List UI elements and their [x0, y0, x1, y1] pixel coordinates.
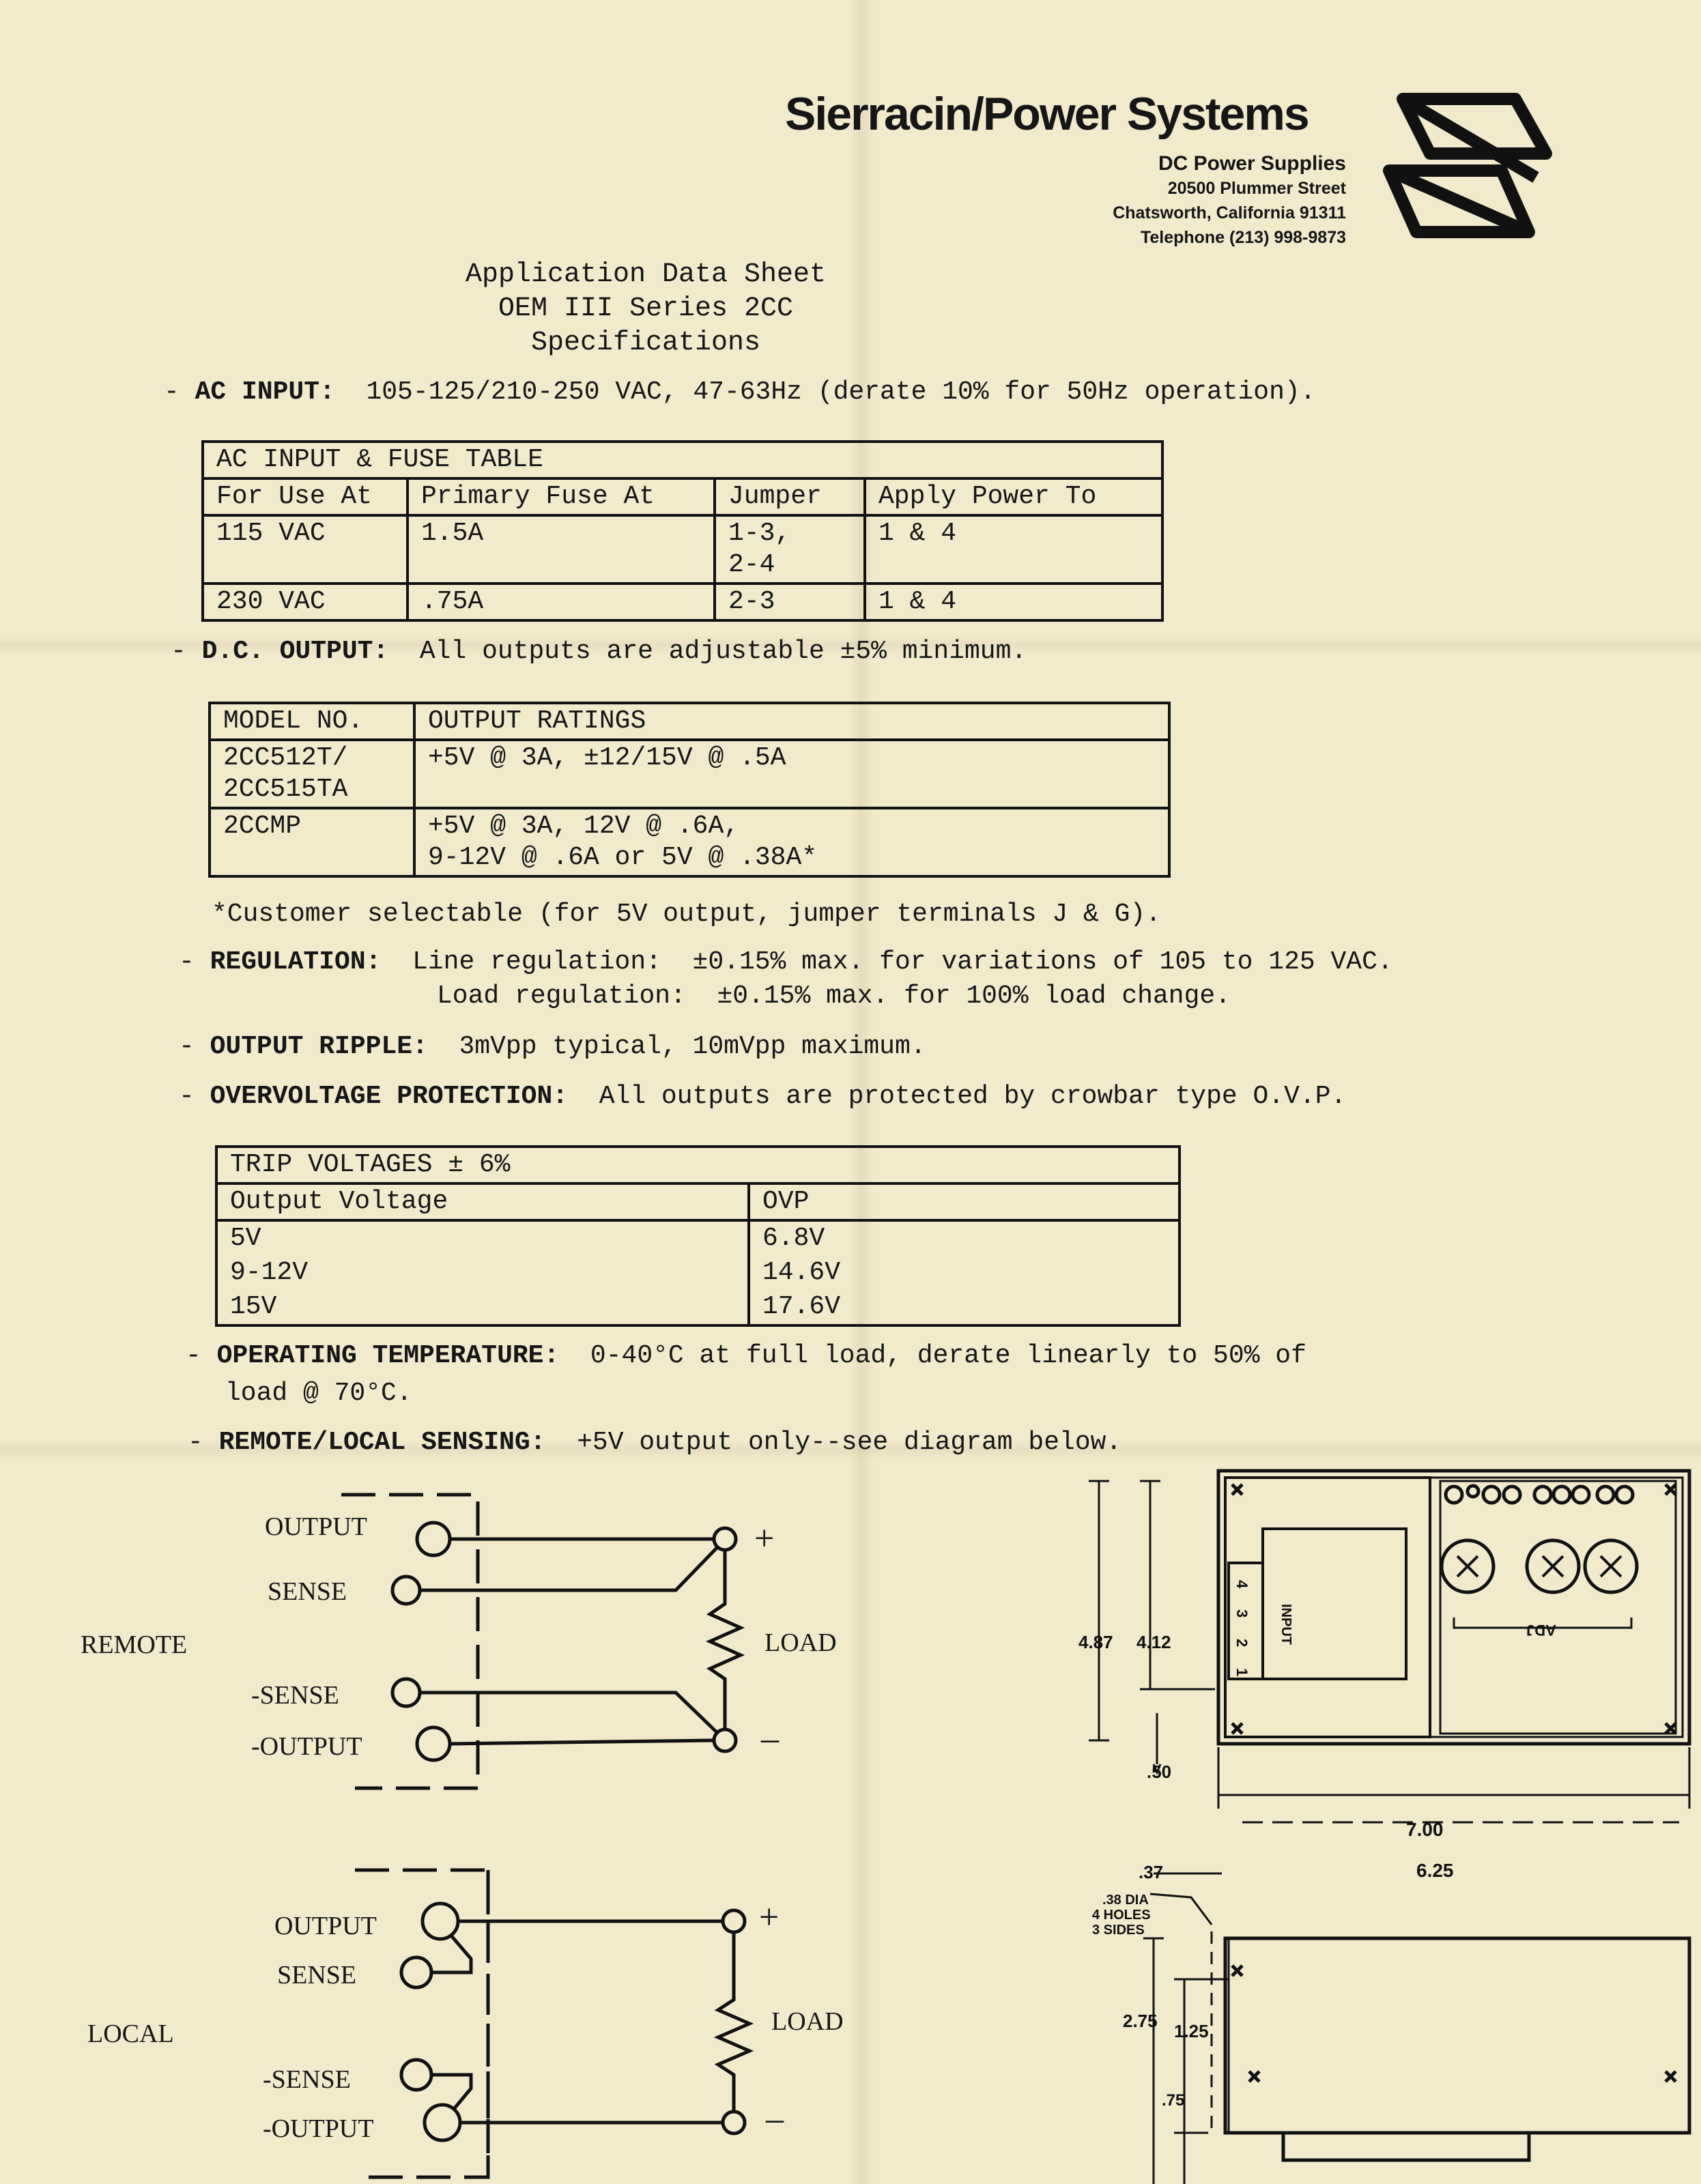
model-header-no: MODEL NO.	[210, 703, 414, 740]
model-cell: 2CCMP	[210, 808, 414, 876]
company-name: Sierracin/Power Systems	[785, 88, 1309, 140]
fuse-header-power: Apply Power To	[865, 478, 1162, 515]
dim-4-12: 4.12	[1137, 1632, 1171, 1652]
temperature-label: OPERATING TEMPERATURE:	[216, 1341, 560, 1370]
trip-header-ovp: OVP	[749, 1183, 1180, 1220]
regulation-label: REGULATION:	[210, 947, 382, 977]
table-row	[210, 808, 1169, 876]
trip-cell: 6.8V	[749, 1220, 1180, 1256]
fuse-header-use: For Use At	[203, 478, 408, 515]
table-row	[216, 1220, 1180, 1256]
model-header-ratings: OUTPUT RATINGS	[414, 703, 1169, 740]
remote-sense-label: SENSE	[268, 1577, 347, 1606]
ripple-spec: - OUTPUT RIPPLE: 3mVpp typical, 10mVpp maximum.	[179, 1032, 926, 1061]
terminal-number: 2	[1233, 1639, 1250, 1648]
local-neg-output-terminal	[425, 2105, 460, 2140]
trip-cell: 9-12V	[216, 1256, 749, 1290]
remote-neg-sense-label: -SENSE	[251, 1681, 339, 1710]
ovp-text: All outputs are protected by crowbar type O.V.P.	[599, 1082, 1347, 1111]
division-name: DC Power Supplies	[1158, 152, 1346, 175]
local-sense-terminal	[401, 1957, 431, 1987]
fuse-cell: 2-3	[715, 584, 865, 620]
remote-mode-label: REMOTE	[81, 1630, 188, 1659]
fuse-cell: 1-3, 2-4	[715, 515, 865, 584]
table-row	[216, 1256, 1180, 1290]
dc-output-text: All outputs are adjustable ±5% minimum.	[419, 637, 1027, 666]
local-output-label: OUTPUT	[274, 1912, 377, 1940]
local-load-minus-node	[723, 2112, 745, 2133]
local-neg-sense-label: -SENSE	[263, 2065, 351, 2094]
remote-neg-sense-terminal	[392, 1679, 420, 1706]
telephone: Telephone (213) 998-9873	[1140, 228, 1346, 247]
ac-input-label: AC INPUT:	[195, 377, 335, 407]
local-output-terminal	[423, 1903, 458, 1939]
sensing-circuit-diagram	[0, 1467, 887, 2184]
dim-2-75: 2.75	[1123, 2011, 1158, 2031]
table-row	[216, 1290, 1180, 1325]
trip-cell: 5V	[216, 1220, 749, 1256]
regulation-line1: Line regulation: ±0.15% max. for variations of 105 to 125 VAC.	[412, 947, 1393, 977]
temperature-spec: - OPERATING TEMPERATURE: 0-40°C at full load, derate linearly to 50% of	[186, 1341, 1306, 1370]
sensing-label: REMOTE/LOCAL SENSING:	[218, 1428, 546, 1457]
model-cell: +5V @ 3A, 12V @ .6A, 9-12V @ .6A or 5V @ .38A*	[414, 808, 1169, 876]
remote-load-plus-node	[714, 1528, 736, 1550]
company-logo-icon	[1375, 89, 1553, 253]
dim-0-37: .37	[1139, 1862, 1164, 1882]
fuse-table-title: AC INPUT & FUSE TABLE	[203, 442, 1162, 478]
dim-7-00: 7.00	[1406, 1819, 1444, 1840]
trip-header-output: Output Voltage	[216, 1183, 749, 1220]
ac-input-text: 105-125/210-250 VAC, 47-63Hz (derate 10% for 50Hz operation).	[366, 377, 1316, 407]
local-frame-line	[355, 1870, 488, 2177]
table-row	[210, 740, 1169, 808]
regulation-line2: Load regulation: ±0.15% max. for 100% load change.	[437, 981, 1231, 1011]
temperature-line1: 0-40°C at full load, derate linearly to 50% of	[590, 1341, 1306, 1370]
regulation-line2-row	[437, 981, 1231, 1011]
remote-output-terminal	[417, 1523, 450, 1555]
table-row	[203, 584, 1162, 620]
fuse-cell: .75A	[408, 584, 715, 620]
table-row	[203, 515, 1162, 584]
model-table	[208, 702, 1171, 878]
adj-label: ADJ	[1526, 1622, 1556, 1639]
local-sense-label: SENSE	[277, 1961, 357, 1989]
dim-0-50: .50	[1147, 1762, 1172, 1782]
local-neg-sense-terminal	[401, 2060, 431, 2090]
mechanical-outline-drawing	[1051, 1454, 1701, 2184]
ac-input-spec: - AC INPUT: 105-125/210-250 VAC, 47-63Hz (derate 10% for 50Hz operation).	[164, 377, 1316, 407]
street-address: 20500 Plummer Street	[1167, 179, 1346, 198]
fuse-cell: 1 & 4	[865, 584, 1162, 620]
sensing-spec: - REMOTE/LOCAL SENSING: +5V output only--see diagram below.	[188, 1428, 1122, 1457]
side-view-outline	[1225, 1938, 1689, 2133]
fuse-cell: 230 VAC	[203, 584, 408, 620]
regulation-spec: - REGULATION: Line regulation: ±0.15% max. for variations of 105 to 125 VAC.	[179, 947, 1393, 977]
dim-6-25: 6.25	[1416, 1860, 1454, 1881]
city-address: Chatsworth, California 91311	[1113, 203, 1346, 222]
local-load-label: LOAD	[771, 2007, 844, 2036]
holes-note-line1: .38 DIA	[1102, 1893, 1149, 1908]
doc-title-line3: Specifications	[530, 328, 761, 358]
ripple-text: 3mVpp typical, 10mVpp maximum.	[459, 1032, 926, 1061]
dc-output-label: D.C. OUTPUT:	[201, 637, 389, 666]
remote-neg-output-label: -OUTPUT	[251, 1732, 362, 1761]
remote-load-minus-node	[714, 1729, 736, 1751]
remote-output-label: OUTPUT	[265, 1512, 367, 1541]
holes-note-line2: 4 HOLES	[1092, 1908, 1151, 1923]
terminal-number: 3	[1233, 1609, 1250, 1618]
remote-load-label: LOAD	[764, 1628, 837, 1657]
fuse-cell: 115 VAC	[203, 515, 408, 584]
remote-plus-label: +	[754, 1519, 775, 1558]
trip-cell: 15V	[216, 1290, 749, 1325]
trip-cell: 17.6V	[749, 1290, 1180, 1325]
footnote: *Customer selectable (for 5V output, jumper terminals J & G).	[212, 900, 1162, 929]
fuse-header-jumper: Jumper	[715, 478, 865, 515]
doc-title-line1: Application Data Sheet	[465, 259, 827, 290]
ovp-label: OVERVOLTAGE PROTECTION:	[210, 1082, 569, 1111]
dim-0-75: .75	[1162, 2091, 1185, 2110]
fuse-cell: 1 & 4	[865, 515, 1162, 584]
dim-4-87: 4.87	[1078, 1632, 1113, 1652]
ripple-label: OUTPUT RIPPLE:	[210, 1032, 428, 1061]
temperature-line2: load @ 70°C.	[225, 1379, 412, 1408]
dim-1-25: 1.25	[1174, 2021, 1209, 2041]
trip-cell: 14.6V	[749, 1256, 1180, 1290]
remote-load-resistor	[710, 1550, 741, 1729]
model-cell: +5V @ 3A, ±12/15V @ .5A	[414, 740, 1169, 808]
doc-title-line2: OEM III Series 2CC	[498, 293, 794, 324]
remote-sense-terminal	[392, 1577, 420, 1604]
dc-output-spec: - D.C. OUTPUT: All outputs are adjustable ±5% minimum.	[171, 637, 1027, 666]
trip-table	[215, 1145, 1181, 1327]
terminal-number: 4	[1233, 1580, 1250, 1589]
side-view-base	[1283, 2133, 1529, 2160]
model-cell: 2CC512T/ 2CC515TA	[210, 740, 414, 808]
trip-table-title: TRIP VOLTAGES ± 6%	[216, 1147, 1180, 1183]
local-neg-output-label: -OUTPUT	[263, 2114, 374, 2143]
holes-note-line3: 3 SIDES	[1092, 1923, 1145, 1938]
local-load-resistor	[718, 1932, 749, 2112]
local-minus-label: –	[766, 2099, 784, 2138]
local-mode-label: LOCAL	[87, 2020, 174, 2048]
fuse-table	[201, 440, 1164, 622]
ovp-spec: - OVERVOLTAGE PROTECTION: All outputs are protected by crowbar type O.V.P.	[179, 1082, 1347, 1111]
company-address-block	[1113, 152, 1346, 250]
input-label: INPUT	[1278, 1604, 1293, 1645]
fuse-header-fuse: Primary Fuse At	[408, 478, 715, 515]
remote-neg-output-terminal	[417, 1727, 450, 1760]
remote-minus-label: –	[761, 1719, 779, 1758]
temperature-line2-row	[225, 1379, 412, 1408]
sensing-text: +5V output only--see diagram below.	[577, 1428, 1122, 1457]
local-load-plus-node	[723, 1910, 745, 1932]
fuse-cell: 1.5A	[408, 515, 715, 584]
terminal-number: 1	[1233, 1668, 1250, 1677]
local-plus-label: +	[759, 1898, 780, 1937]
